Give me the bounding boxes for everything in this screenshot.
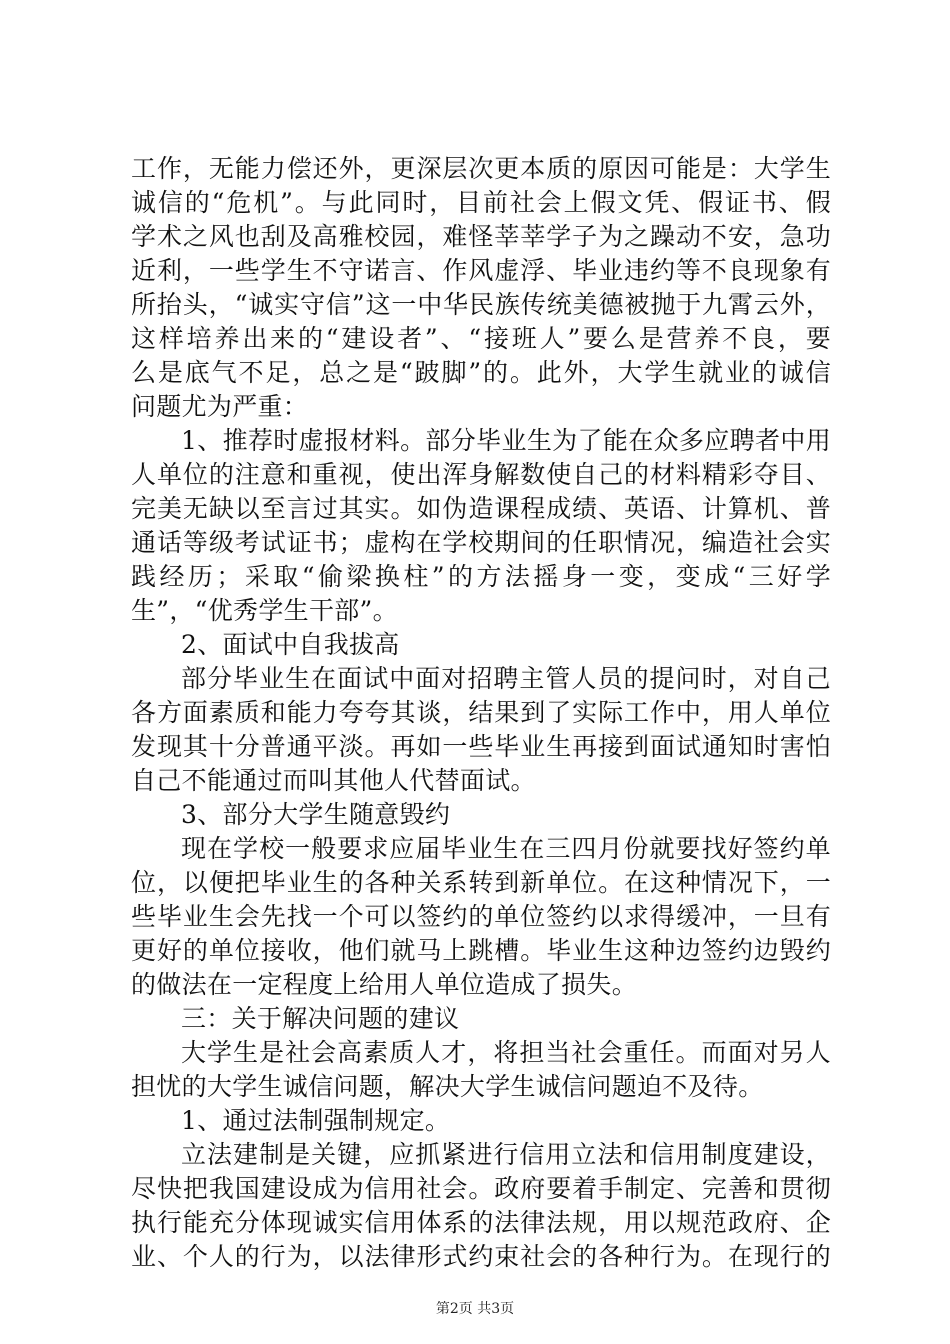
page-footer: 第2页 共3页: [435, 1301, 515, 1317]
text-line: 部分毕业生在面试中面对招聘主管人员的提问时，对自己: [181, 664, 831, 693]
text-line: 现在学校一般要求应届毕业生在三四月份就要找好签约单: [181, 834, 831, 863]
text-line: 位，以便把毕业生的各种关系转到新单位。在这种情况下，一: [131, 868, 831, 897]
text-line: 人单位的注意和重视，使出浑身解数使自己的材料精彩夺目、: [131, 460, 831, 489]
text-line: 更好的单位接收，他们就马上跳槽。毕业生这种边签约边毁约: [131, 936, 831, 965]
document-body: [131, 152, 831, 1274]
text-line: 通话等级考试证书；虚构在学校期间的任职情况，编造社会实: [131, 528, 831, 557]
text-line: 诚信的“危机”。与此同时，目前社会上假文凭、假证书、假: [131, 188, 831, 217]
text-line: 完美无缺以至言过其实。如伪造课程成绩、英语、计算机、普: [131, 494, 831, 523]
text-line: 所抬头，“诚实守信”这一中华民族传统美德被抛于九霄云外，: [131, 290, 831, 319]
text-line: 担忧的大学生诚信问题，解决大学生诚信问题迫不及待。: [131, 1072, 764, 1101]
text-line: 2、面试中自我拔高: [181, 630, 400, 659]
text-line: 自己不能通过而叫其他人代替面试。: [131, 766, 536, 795]
text-line: 践经历；采取“偷梁换柱”的方法摇身一变，变成“三好学: [131, 562, 831, 591]
text-line: 3、部分大学生随意毁约: [181, 800, 451, 829]
text-line: 发现其十分普通平淡。再如一些毕业生再接到面试通知时害怕: [131, 732, 831, 761]
text-line: 这样培养出来的“建设者”、“接班人”要么是营养不良，要: [131, 324, 831, 353]
text-line: 么是底气不足，总之是“跛脚”的。此外，大学生就业的诚信: [131, 358, 831, 387]
text-line: 尽快把我国建设成为信用社会。政府要着手制定、完善和贯彻: [131, 1174, 831, 1203]
text-line: 学术之风也刮及高雅校园，难怪莘莘学子为之躁动不安，急功: [131, 222, 831, 251]
text-line: 的做法在一定程度上给用人单位造成了损失。: [131, 970, 638, 999]
text-line: 大学生是社会高素质人才，将担当社会重任。而面对另人: [181, 1038, 831, 1067]
text-line: 1、推荐时虚报材料。部分毕业生为了能在众多应聘者中用: [181, 426, 831, 455]
text-line: 问题尤为严重：: [131, 392, 309, 421]
text-line: 三：关于解决问题的建议: [181, 1004, 460, 1033]
text-line: 1、通过法制强制规定。: [181, 1106, 451, 1135]
text-line: 业、个人的行为，以法律形式约束社会的各种行为。在现行的: [131, 1242, 831, 1271]
text-line: 生”，“优秀学生干部”。: [131, 596, 398, 625]
text-line: 执行能充分体现诚实信用体系的法律法规，用以规范政府、企: [131, 1208, 831, 1237]
text-line: 立法建制是关键，应抓紧进行信用立法和信用制度建设，: [181, 1140, 831, 1169]
text-line: 各方面素质和能力夸夸其谈，结果到了实际工作中，用人单位: [131, 698, 831, 727]
text-line: 近利，一些学生不守诺言、作风虚浮、毕业违约等不良现象有: [131, 256, 831, 285]
text-line: 些毕业生会先找一个可以签约的单位签约以求得缓冲，一旦有: [131, 902, 831, 931]
text-line: 工作，无能力偿还外，更深层次更本质的原因可能是：大学生: [131, 154, 831, 183]
